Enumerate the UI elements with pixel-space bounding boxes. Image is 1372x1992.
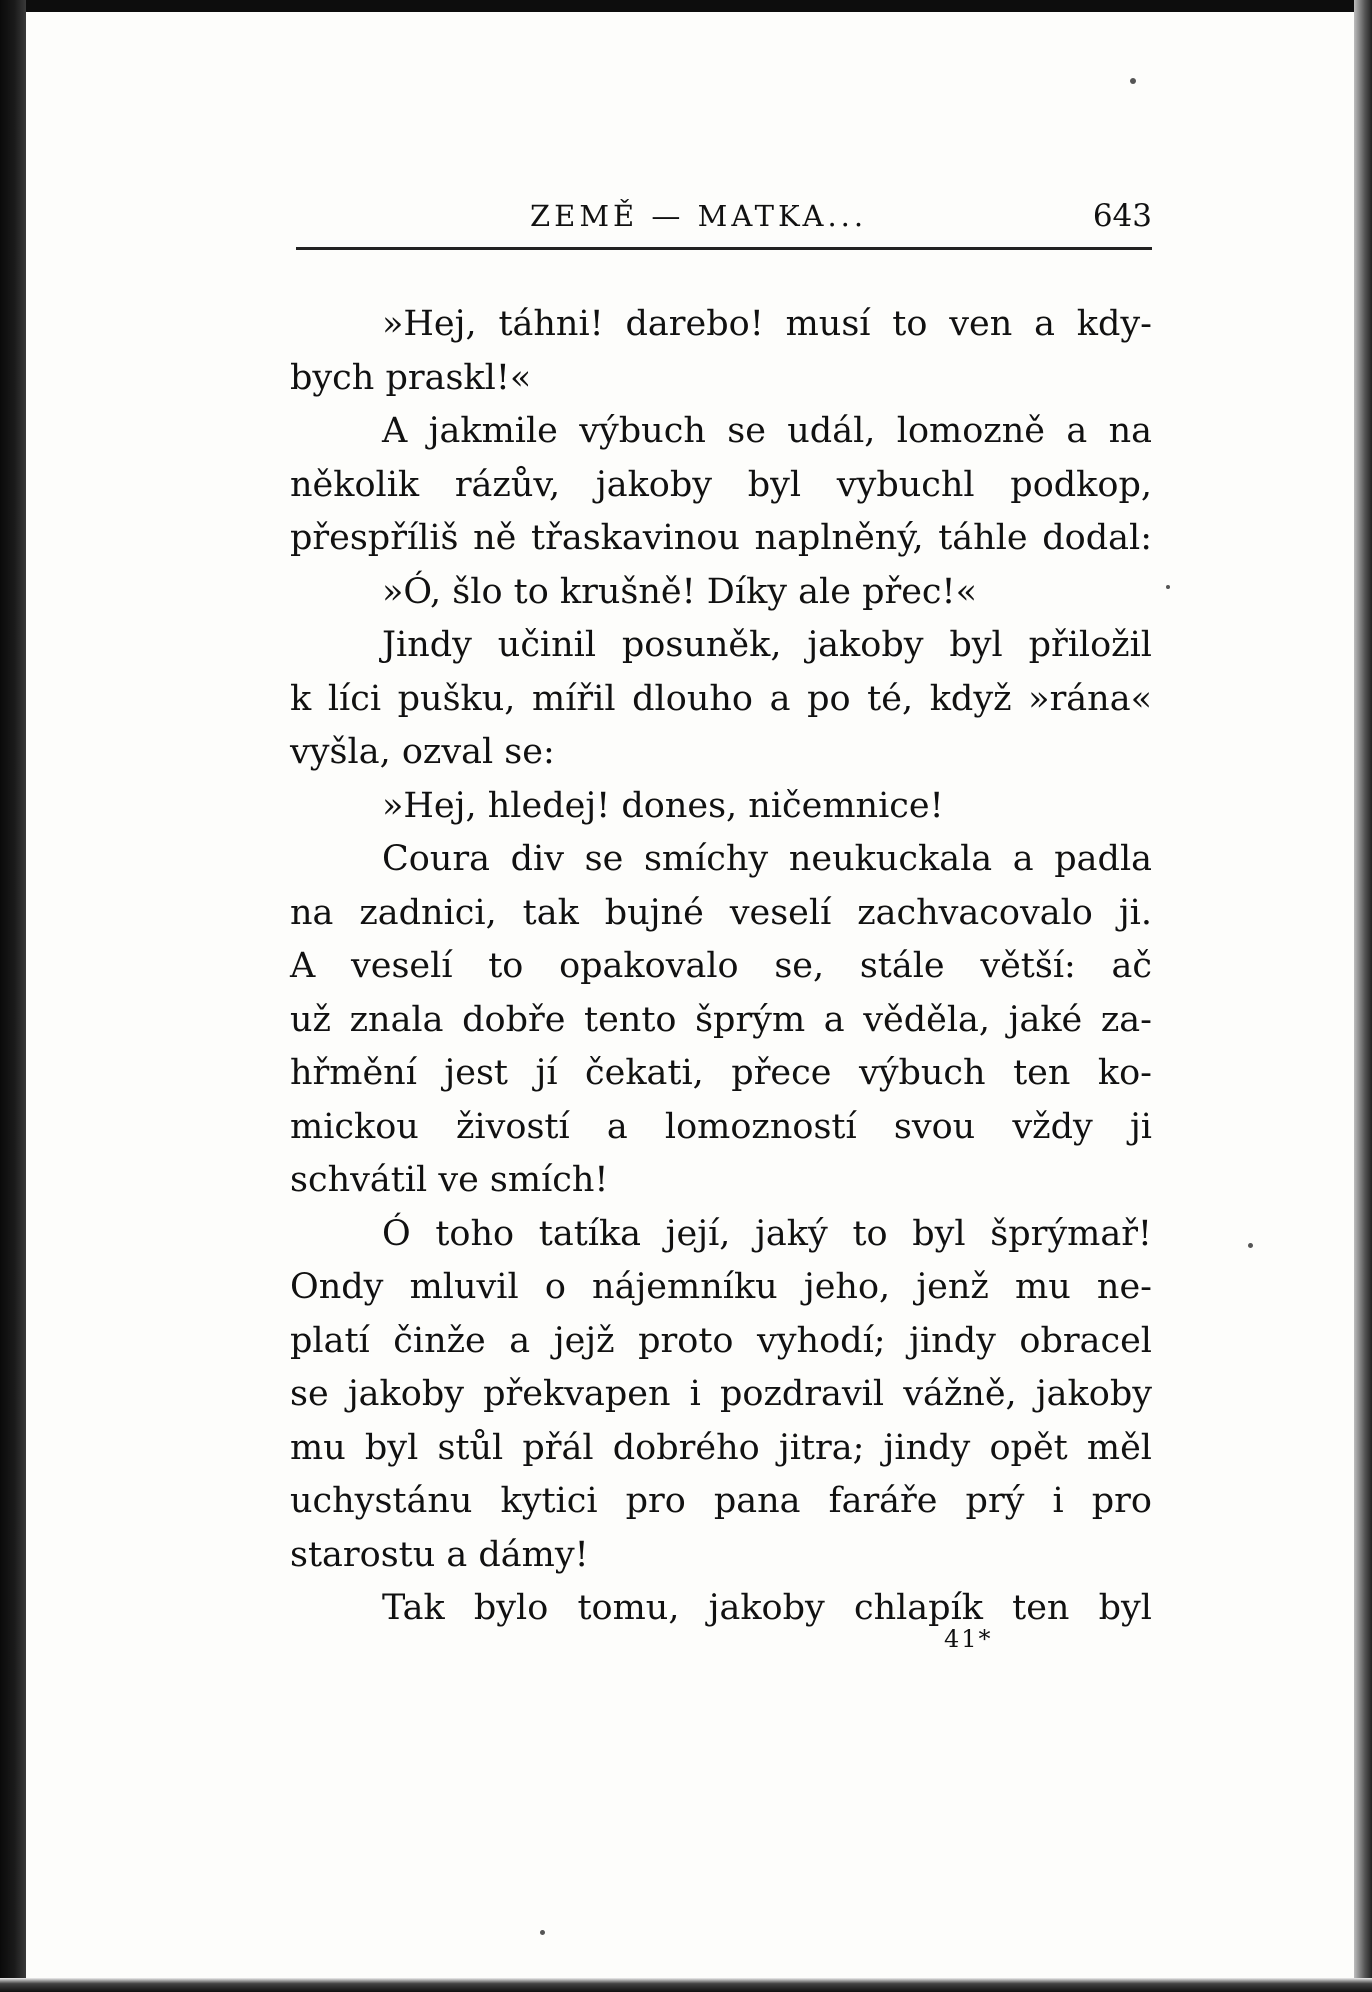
scan-edge-right bbox=[1354, 0, 1372, 1992]
text-line: mickou živostí a lomozností svou vždy ji bbox=[290, 1106, 1152, 1147]
text-line: »Ó, šlo to krušně! Díky ale přec!« bbox=[382, 571, 977, 612]
text-line: uchystánu kytici pro pana faráře prý i pro bbox=[290, 1481, 1152, 1521]
text-line: se jakoby překvapen i pozdravil vážně, jakoby bbox=[290, 1374, 1152, 1414]
text-line: Jindy učinil posuněk, jakoby byl přiložil bbox=[382, 625, 1152, 665]
text-line: »Hej, táhni! darebo! musí to ven a kdy- bbox=[382, 304, 1152, 344]
text-line: Ó toho tatíka její, jaký to byl šprýmař! bbox=[382, 1213, 1152, 1254]
text-line: hřmění jest jí čekati, přece výbuch ten ko- bbox=[290, 1053, 1152, 1093]
text-line: schvátil ve smích! bbox=[290, 1160, 609, 1200]
scan-edge-top bbox=[0, 0, 1372, 12]
scan-speck bbox=[1130, 78, 1136, 84]
body-text bbox=[290, 298, 1152, 1636]
scan-speck bbox=[540, 1930, 545, 1935]
signature-mark: 41* bbox=[944, 1625, 993, 1653]
page-number: 643 bbox=[1092, 198, 1152, 234]
text-line: mu byl stůl přál dobrého jitra; jindy opět měl bbox=[290, 1427, 1152, 1468]
text-line: Coura div se smíchy neukuckala a padla bbox=[382, 839, 1152, 879]
scan-edge-bottom bbox=[0, 1978, 1372, 1992]
text-line: vyšla, ozval se: bbox=[290, 732, 555, 772]
text-line: Ondy mluvil o nájemníku jeho, jenž mu ne- bbox=[290, 1267, 1152, 1307]
text-line: na zadnici, tak bujné veselí zachvacovalo ji. bbox=[290, 892, 1152, 933]
page-header bbox=[296, 196, 1152, 236]
scan-edge-left bbox=[0, 0, 26, 1992]
text-line: »Hej, hledej! dones, ničemnice! bbox=[382, 785, 944, 826]
running-title: ZEMĚ — MATKA... bbox=[530, 199, 868, 233]
text-line: A veselí to opakovalo se, stále větší: ač bbox=[290, 946, 1152, 986]
text-line: bych praskl!« bbox=[290, 357, 532, 398]
text-line: několik rázův, jakoby byl vybuchl podkop, bbox=[290, 464, 1152, 505]
header-rule bbox=[296, 247, 1152, 250]
text-line: platí činže a jejž proto vyhodí; jindy obracel bbox=[290, 1320, 1152, 1361]
scan-speck bbox=[1248, 1243, 1253, 1248]
scan-speck bbox=[1166, 585, 1170, 589]
text-line: Tak bylo tomu, jakoby chlapík ten byl bbox=[382, 1588, 1152, 1628]
text-line: k líci pušku, mířil dlouho a po té, když »rána« bbox=[290, 678, 1152, 719]
text-line: už znala dobře tento šprým a věděla, jaké za- bbox=[290, 999, 1152, 1040]
text-line: přespříliš ně třaskavinou naplněný, táhle dodal: bbox=[290, 518, 1152, 558]
text-line: A jakmile výbuch se udál, lomozně a na bbox=[382, 411, 1152, 451]
text-line: starostu a dámy! bbox=[290, 1534, 589, 1575]
